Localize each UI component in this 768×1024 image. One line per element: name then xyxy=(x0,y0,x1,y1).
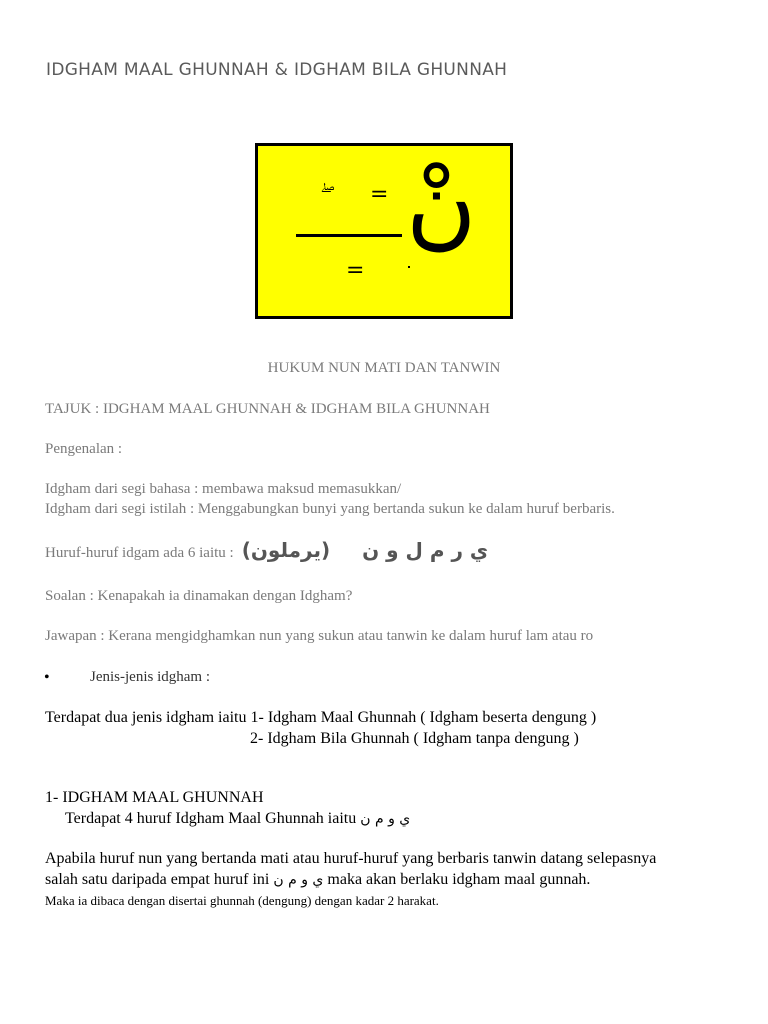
topic-line: TAJUK : IDGHAM MAAL GHUNNAH & IDGHAM BILA GHUNNAH xyxy=(45,401,490,417)
bullet-text: Jenis-jenis idgham : xyxy=(90,669,210,685)
section-1-para-2-arabic: ي و م ن xyxy=(273,872,324,888)
noon-figure xyxy=(255,143,513,319)
arabic-letters: ي ر م ل و ن xyxy=(362,538,489,562)
document-subtitle: HUKUM NUN MATI DAN TANWIN xyxy=(267,360,501,376)
question-line: Soalan : Kenapakah ia dinamakan dengan Idgham? xyxy=(45,588,353,604)
section-1-para-2-after: maka akan berlaku idgham maal gunnah. xyxy=(327,871,591,888)
answer-line: Jawapan : Kerana mengidghamkan nun yang sukun atau tanwin ke dalam huruf lam atau ro xyxy=(45,628,594,644)
definition-language: Idgham dari segi bahasa : membawa maksud memasukkan/ xyxy=(45,481,402,497)
tanwin-mark-top: = xyxy=(370,182,389,207)
section-1-title: 1- IDGHAM MAAL GHUNNAH xyxy=(45,789,264,806)
page-heading: IDGHAM MAAL GHUNNAH & IDGHAM BILA GHUNNAH xyxy=(46,60,508,80)
types-line-2: 2- Idgham Bila Ghunnah ( Idgham tanpa dengung ) xyxy=(250,730,579,747)
section-1-para-1: Apabila huruf nun yang bertanda mati atau huruf-huruf yang berbaris tanwin datang selepasnya xyxy=(45,850,657,867)
section-1-letters-text: Terdapat 4 huruf Idgham Maal Ghunnah iaitu xyxy=(65,810,357,827)
tanwin-mark-bottom: = xyxy=(346,258,365,283)
intro-label: Pengenalan : xyxy=(45,441,123,457)
section-1-letters xyxy=(65,810,410,828)
section-1-letters-arabic: ي و م ن xyxy=(360,811,411,827)
noon-letter: نْ xyxy=(406,148,477,260)
figure-dot xyxy=(408,266,410,268)
section-1-para-2-before: salah satu daripada empat huruf ini xyxy=(45,871,270,888)
figure-bar xyxy=(296,234,402,237)
section-1-para-3: Maka ia dibaca dengan disertai ghunnah (dengung) dengan kadar 2 harakat. xyxy=(45,893,439,908)
letters-label: Huruf-huruf idgam ada 6 iaitu : xyxy=(45,545,234,561)
bullet-icon: • xyxy=(44,669,50,686)
types-line-1: Terdapat dua jenis idgham iaitu 1- Idgham Maal Ghunnah ( Idgham beserta dengung ) xyxy=(45,709,597,726)
idgham-letters-line xyxy=(45,538,488,562)
section-1-para-2 xyxy=(45,871,590,889)
definition-term: Idgham dari segi istilah : Menggabungkan bunyi yang bertanda sukun ke dalam huruf berbaris. xyxy=(45,501,615,517)
arabic-word: (يرملون) xyxy=(241,538,331,562)
